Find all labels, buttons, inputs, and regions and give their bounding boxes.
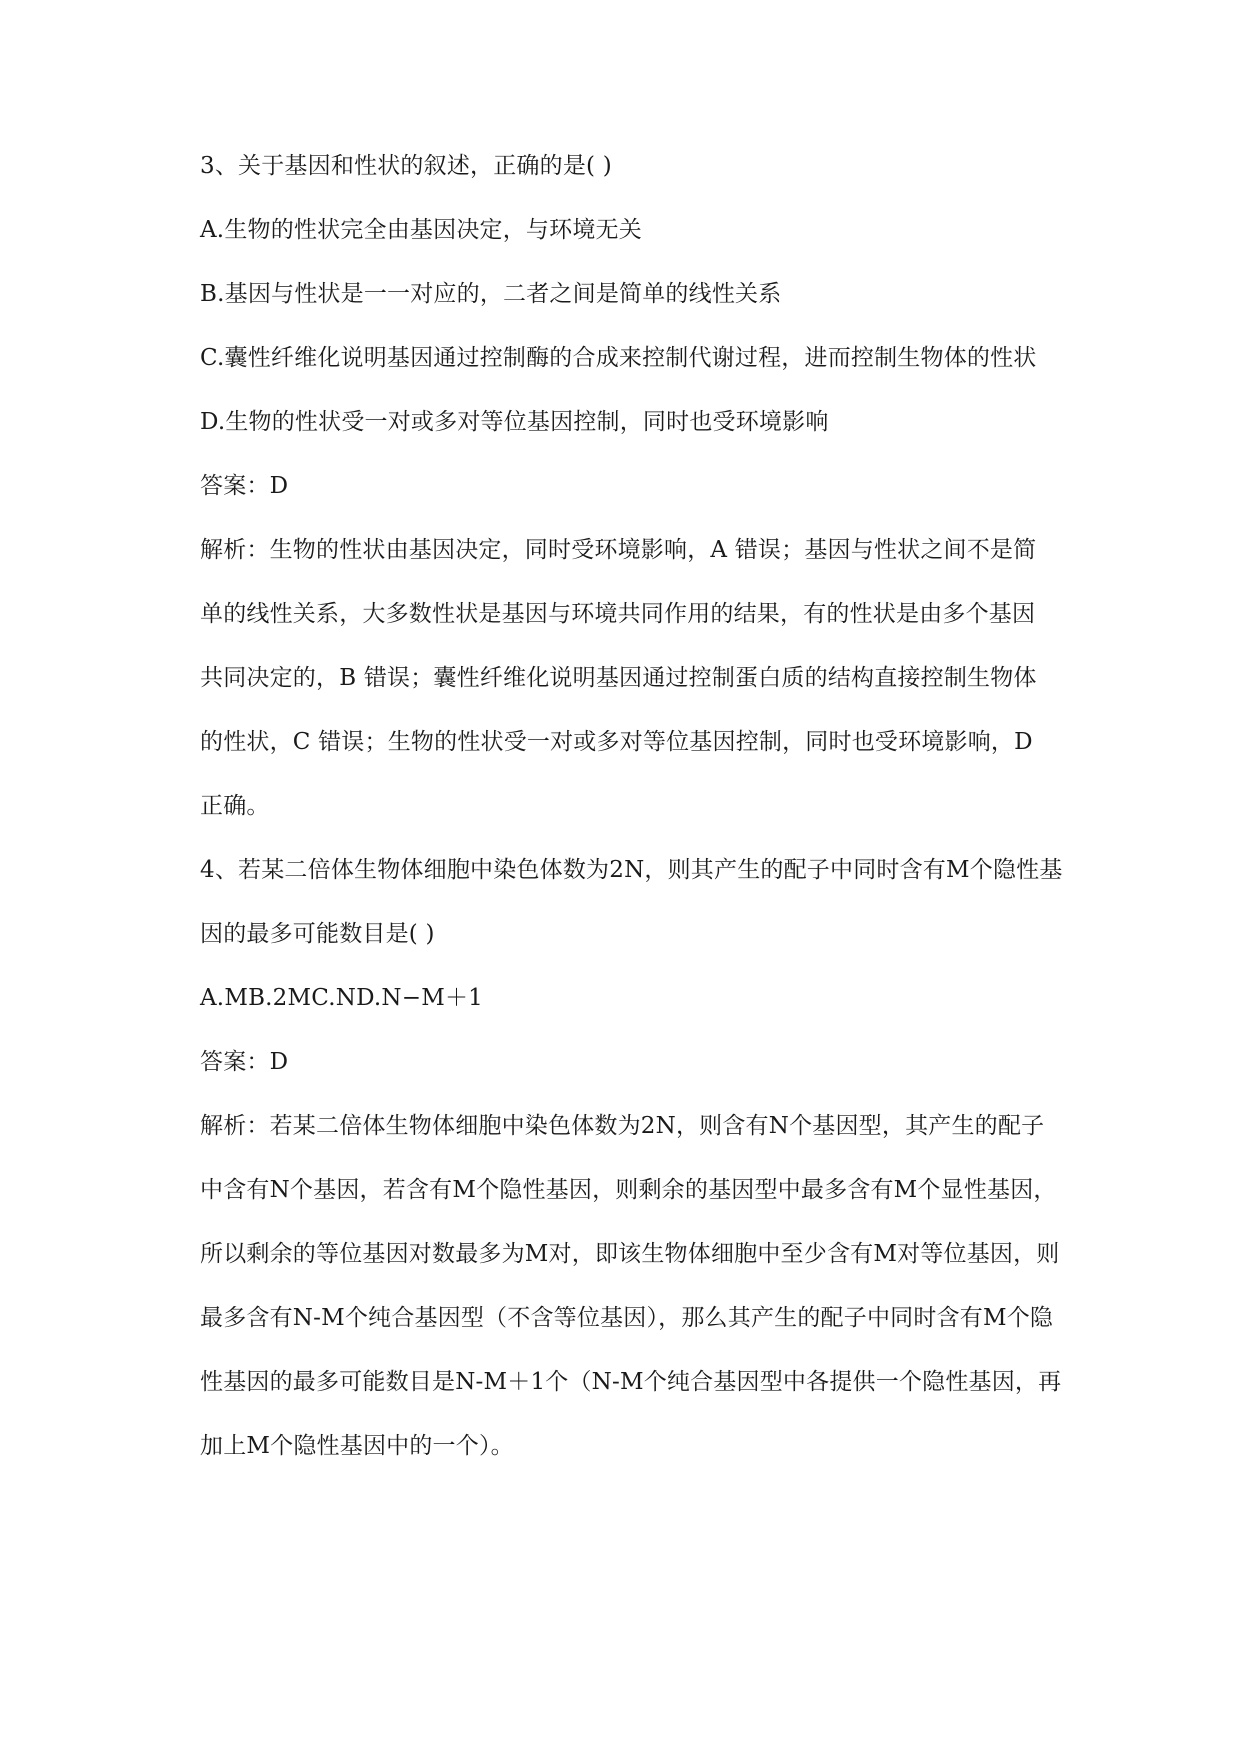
q3-option-c: C.囊性纤维化说明基因通过控制酶的合成来控制代谢过程，进而控制生物体的性状	[200, 345, 1037, 371]
q3-question: 3、关于基因和性状的叙述，正确的是( )	[200, 153, 612, 179]
q4-analysis-line: 最多含有N-M个纯合基因型（不含等位基因），那么其产生的配子中同时含有M个隐	[200, 1305, 1054, 1331]
q4-analysis-line: 加上M个隐性基因中的一个）。	[200, 1433, 514, 1459]
q3-answer: 答案：D	[200, 473, 289, 499]
q3-analysis-line: 单的线性关系，大多数性状是基因与环境共同作用的结果，有的性状是由多个基因	[200, 601, 1036, 627]
q4-analysis-line: 性基因的最多可能数目是N-M＋1个（N-M个纯合基因型中各提供一个隐性基因，再	[200, 1369, 1062, 1395]
q3-option-a: A.生物的性状完全由基因决定，与环境无关	[200, 217, 642, 243]
q3-option-d: D.生物的性状受一对或多对等位基因控制，同时也受环境影响	[200, 409, 829, 435]
q3-option-b: B.基因与性状是一一对应的，二者之间是简单的线性关系	[200, 281, 782, 307]
q3-analysis-line: 正确。	[200, 793, 270, 819]
q4-question-line: 因的最多可能数目是( )	[200, 921, 435, 947]
q3-analysis-line: 的性状，C 错误；生物的性状受一对或多对等位基因控制，同时也受环境影响，D	[200, 729, 1033, 755]
q4-question-line: 4、若某二倍体生物体细胞中染色体数为2N，则其产生的配子中同时含有M个隐性基	[200, 857, 1063, 883]
q4-answer: 答案：D	[200, 1049, 289, 1075]
q4-analysis-line: 所以剩余的等位基因对数最多为M对，即该生物体细胞中至少含有M对等位基因，则	[200, 1241, 1060, 1267]
q3-analysis-line: 解析：生物的性状由基因决定，同时受环境影响，A 错误；基因与性状之间不是简	[200, 537, 1037, 563]
q3-analysis-line: 共同决定的，B 错误；囊性纤维化说明基因通过控制蛋白质的结构直接控制生物体	[200, 665, 1037, 691]
q4-options: A.MB.2MC.ND.N−M＋1	[200, 985, 483, 1011]
q4-analysis-line: 解析：若某二倍体生物体细胞中染色体数为2N，则含有N个基因型，其产生的配子	[200, 1113, 1045, 1139]
q4-analysis-line: 中含有N个基因，若含有M个隐性基因，则剩余的基因型中最多含有M个显性基因，	[200, 1177, 1057, 1203]
